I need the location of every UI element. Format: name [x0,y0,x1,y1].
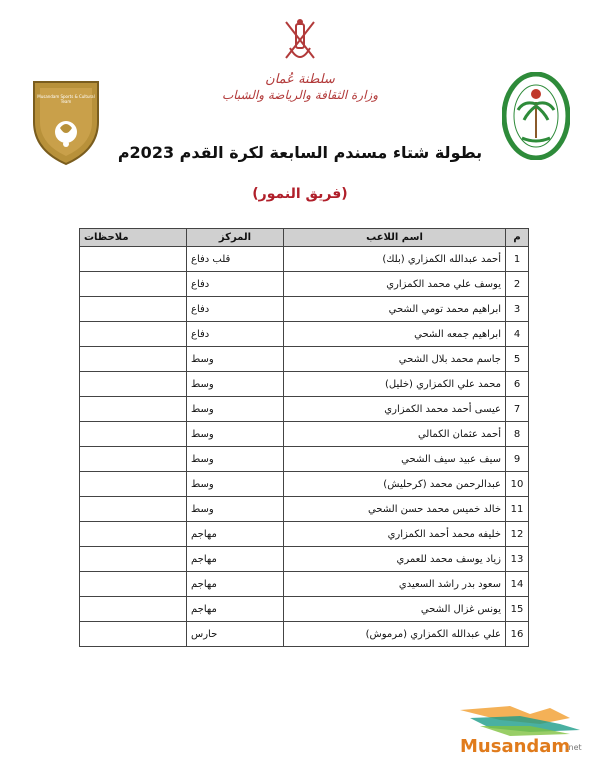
row-num: 4 [506,322,529,347]
row-notes [80,522,187,547]
row-num: 16 [506,622,529,647]
row-notes [80,322,187,347]
row-notes [80,597,187,622]
row-name: ابراهيم جمعه الشحي [284,322,506,347]
ministry-name: وزارة الثقافة والرياضة والشباب [221,88,379,102]
row-name: أحمد عبدالله الكمزاري (بلك) [284,247,506,272]
row-name: يوسف علي محمد الكمزاري [284,272,506,297]
ministry-header [220,72,380,103]
watermark-suffix: .net [566,743,582,752]
table-row [80,522,529,547]
table-row [80,547,529,572]
table-row [80,247,529,272]
row-name: عيسى أحمد محمد الكمزاري [284,397,506,422]
row-notes [80,497,187,522]
row-num: 5 [506,347,529,372]
table-row [80,347,529,372]
row-notes [80,272,187,297]
row-position: وسط [187,397,284,422]
row-num: 9 [506,447,529,472]
row-name: سعود بدر راشد السعيدي [284,572,506,597]
header-name: اسم اللاعب [284,229,506,247]
row-position: دفاع [187,272,284,297]
club-palm-logo-icon [502,72,570,160]
table-row [80,272,529,297]
row-position: وسط [187,472,284,497]
row-notes [80,622,187,647]
club-shield-logo-text: Musandam Sports & Cultural Team [37,94,95,104]
row-notes [80,347,187,372]
header-position: المركز [187,229,284,247]
row-position: وسط [187,422,284,447]
row-num: 12 [506,522,529,547]
team-name: (فريق النمور) [252,186,348,202]
row-num: 1 [506,247,529,272]
watermark-brand: Musandam [460,736,571,757]
ministry-country: سلطنة عُمان [265,72,335,87]
table-row [80,297,529,322]
row-notes [80,247,187,272]
table-row [80,472,529,497]
row-position: وسط [187,447,284,472]
header-notes: ملاحظات [80,229,187,247]
row-num: 15 [506,597,529,622]
row-num: 14 [506,572,529,597]
table-row [80,397,529,422]
row-position: دفاع [187,322,284,347]
row-position: وسط [187,347,284,372]
row-num: 10 [506,472,529,497]
row-notes [80,447,187,472]
club-shield-logo-icon [30,78,102,166]
row-position: وسط [187,497,284,522]
row-notes [80,422,187,447]
table-row [80,322,529,347]
row-notes [80,472,187,497]
row-notes [80,297,187,322]
row-position: مهاجم [187,572,284,597]
row-num: 7 [506,397,529,422]
row-position: مهاجم [187,597,284,622]
table-row [80,597,529,622]
row-name: سيف عبيد سيف الشحي [284,447,506,472]
row-position: دفاع [187,297,284,322]
row-name: خالد خميس محمد حسن الشحي [284,497,506,522]
row-num: 11 [506,497,529,522]
row-notes [80,397,187,422]
table-row [80,422,529,447]
row-num: 3 [506,297,529,322]
row-name: عبدالرحمن محمد (كرحليش) [284,472,506,497]
tournament-title: بطولة شتاء مسندم السابعة لكرة القدم 2023م [117,143,483,162]
row-notes [80,572,187,597]
row-num: 8 [506,422,529,447]
row-position: مهاجم [187,547,284,572]
row-name: خليفه محمد أحمد الكمزاري [284,522,506,547]
row-num: 13 [506,547,529,572]
row-notes [80,372,187,397]
row-num: 2 [506,272,529,297]
row-position: قلب دفاع [187,247,284,272]
row-position: مهاجم [187,522,284,547]
table-header-row [80,229,529,247]
table-row [80,447,529,472]
row-num: 6 [506,372,529,397]
row-notes [80,547,187,572]
row-name: أحمد عثمان الكمالي [284,422,506,447]
row-name: علي عبدالله الكمزاري (مرموش) [284,622,506,647]
table-row [80,497,529,522]
row-name: محمد علي الكمزاري (خليل) [284,372,506,397]
row-name: زياد يوسف محمد للعمري [284,547,506,572]
row-name: يونس غزال الشحي [284,597,506,622]
table-row [80,622,529,647]
header-num: م [506,229,529,247]
row-position: حارس [187,622,284,647]
table-row [80,372,529,397]
oman-emblem-icon [276,14,324,70]
row-position: وسط [187,372,284,397]
row-name: جاسم محمد بلال الشحي [284,347,506,372]
table-row [80,572,529,597]
player-roster-table [79,228,529,647]
row-name: ابراهيم محمد تومي الشحي [284,297,506,322]
